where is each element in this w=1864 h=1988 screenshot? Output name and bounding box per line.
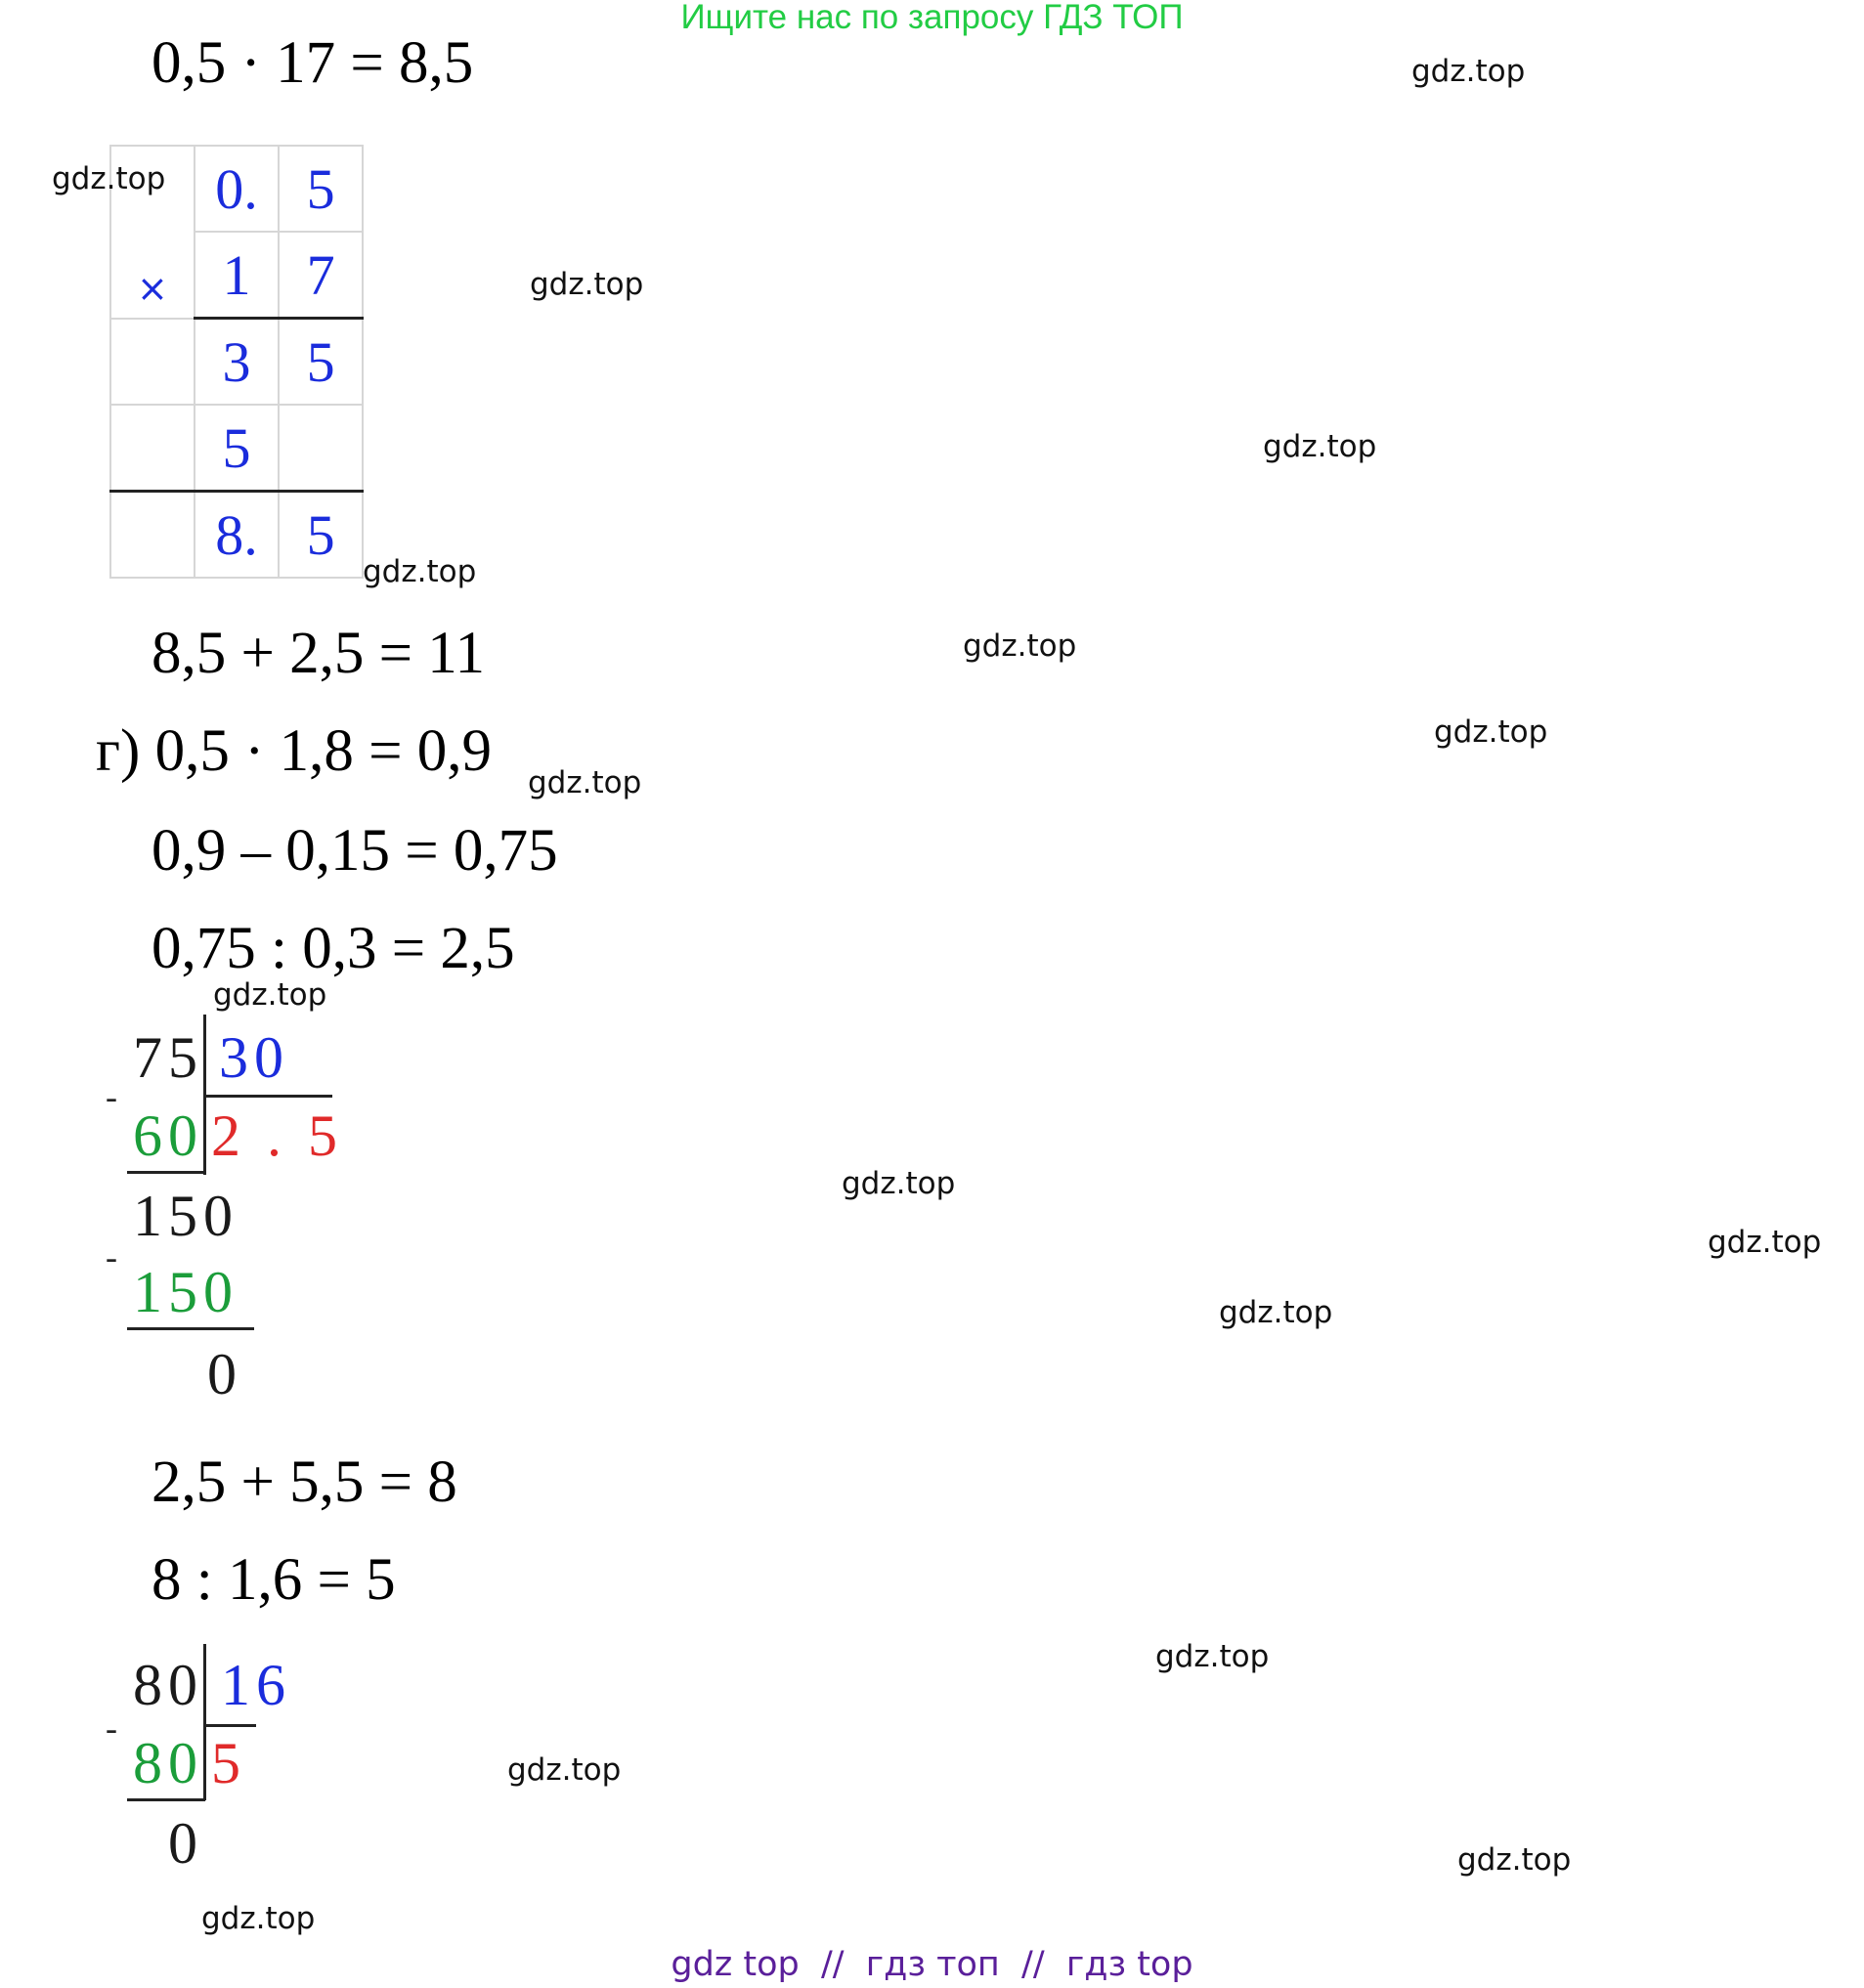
grid-cell (110, 319, 195, 406)
watermark: gdz.top (530, 267, 644, 302)
grid-cell: 3 (195, 319, 279, 406)
grid-cell: 5 (279, 146, 363, 232)
grid-cell: 5 (279, 319, 363, 406)
watermark: gdz.top (963, 628, 1077, 664)
division-subtrahend: 60 (133, 1103, 203, 1168)
division-result: 0 (207, 1342, 242, 1406)
division-result: 0 (168, 1811, 203, 1876)
division-divisor: 30 (219, 1025, 289, 1090)
equation-7: 8 : 1,6 = 5 (152, 1547, 396, 1613)
multiply-sign: × (110, 146, 195, 319)
minus-sign: - (106, 1237, 117, 1276)
watermark: gdz.top (1708, 1225, 1822, 1260)
grid-cell: 8. (195, 492, 279, 579)
watermark: gdz.top (1434, 714, 1548, 750)
division-quotient: 5 (211, 1731, 246, 1795)
equation-6: 2,5 + 5,5 = 8 (152, 1449, 457, 1515)
grid-cell (110, 492, 195, 579)
search-hint-banner: Ищите нас по запросу ГДЗ ТОП (680, 0, 1184, 36)
division-dividend: 75 (133, 1025, 203, 1090)
watermark: gdz.top (363, 554, 477, 589)
multiplication-grid (109, 145, 364, 579)
watermark: gdz.top (1457, 1842, 1572, 1878)
division-rule (127, 1327, 254, 1330)
division-divisor-line (203, 1095, 332, 1098)
footer-text: gdz top // гдз топ // гдз top (671, 1945, 1193, 1984)
division-dividend: 80 (133, 1653, 203, 1717)
equation-3: г) 0,5 · 1,8 = 0,9 (96, 718, 493, 784)
watermark: gdz.top (52, 161, 166, 196)
watermark: gdz.top (201, 1901, 316, 1936)
watermark: gdz.top (213, 977, 327, 1013)
grid-cell: 5 (279, 492, 363, 579)
equation-5: 0,75 : 0,3 = 2,5 (152, 916, 515, 981)
division-rule (127, 1798, 205, 1801)
grid-row-5 (110, 492, 363, 579)
minus-sign: - (106, 1077, 117, 1116)
division-divisor: 16 (221, 1653, 291, 1717)
grid-cell: 0. (195, 146, 279, 232)
grid-cell: 7 (279, 232, 363, 319)
grid-cell: 1 (195, 232, 279, 319)
grid-row-3 (110, 319, 363, 406)
watermark: gdz.top (842, 1166, 956, 1201)
minus-sign: - (106, 1708, 117, 1748)
grid-cell (279, 405, 363, 492)
watermark: gdz.top (507, 1752, 622, 1788)
equation-1: 0,5 · 17 = 8,5 (152, 30, 474, 96)
equation-2: 8,5 + 2,5 = 11 (152, 621, 486, 686)
division-divisor-line (203, 1724, 256, 1727)
watermark: gdz.top (1263, 429, 1377, 464)
watermark: gdz.top (1411, 54, 1526, 89)
watermark: gdz.top (1155, 1639, 1270, 1674)
watermark: gdz.top (528, 765, 642, 800)
grid-row-4 (110, 405, 363, 492)
grid-cell: 5 (195, 405, 279, 492)
division-subtrahend: 80 (133, 1731, 203, 1795)
division-quotient: 2 . 5 (211, 1103, 343, 1168)
watermark: gdz.top (1219, 1295, 1333, 1330)
division-rule (127, 1171, 205, 1174)
division-remainder: 150 (133, 1184, 238, 1248)
grid-cell (110, 405, 195, 492)
division-subtrahend: 150 (133, 1260, 238, 1324)
division-vertical-line (203, 1644, 206, 1800)
equation-4: 0,9 – 0,15 = 0,75 (152, 818, 558, 884)
